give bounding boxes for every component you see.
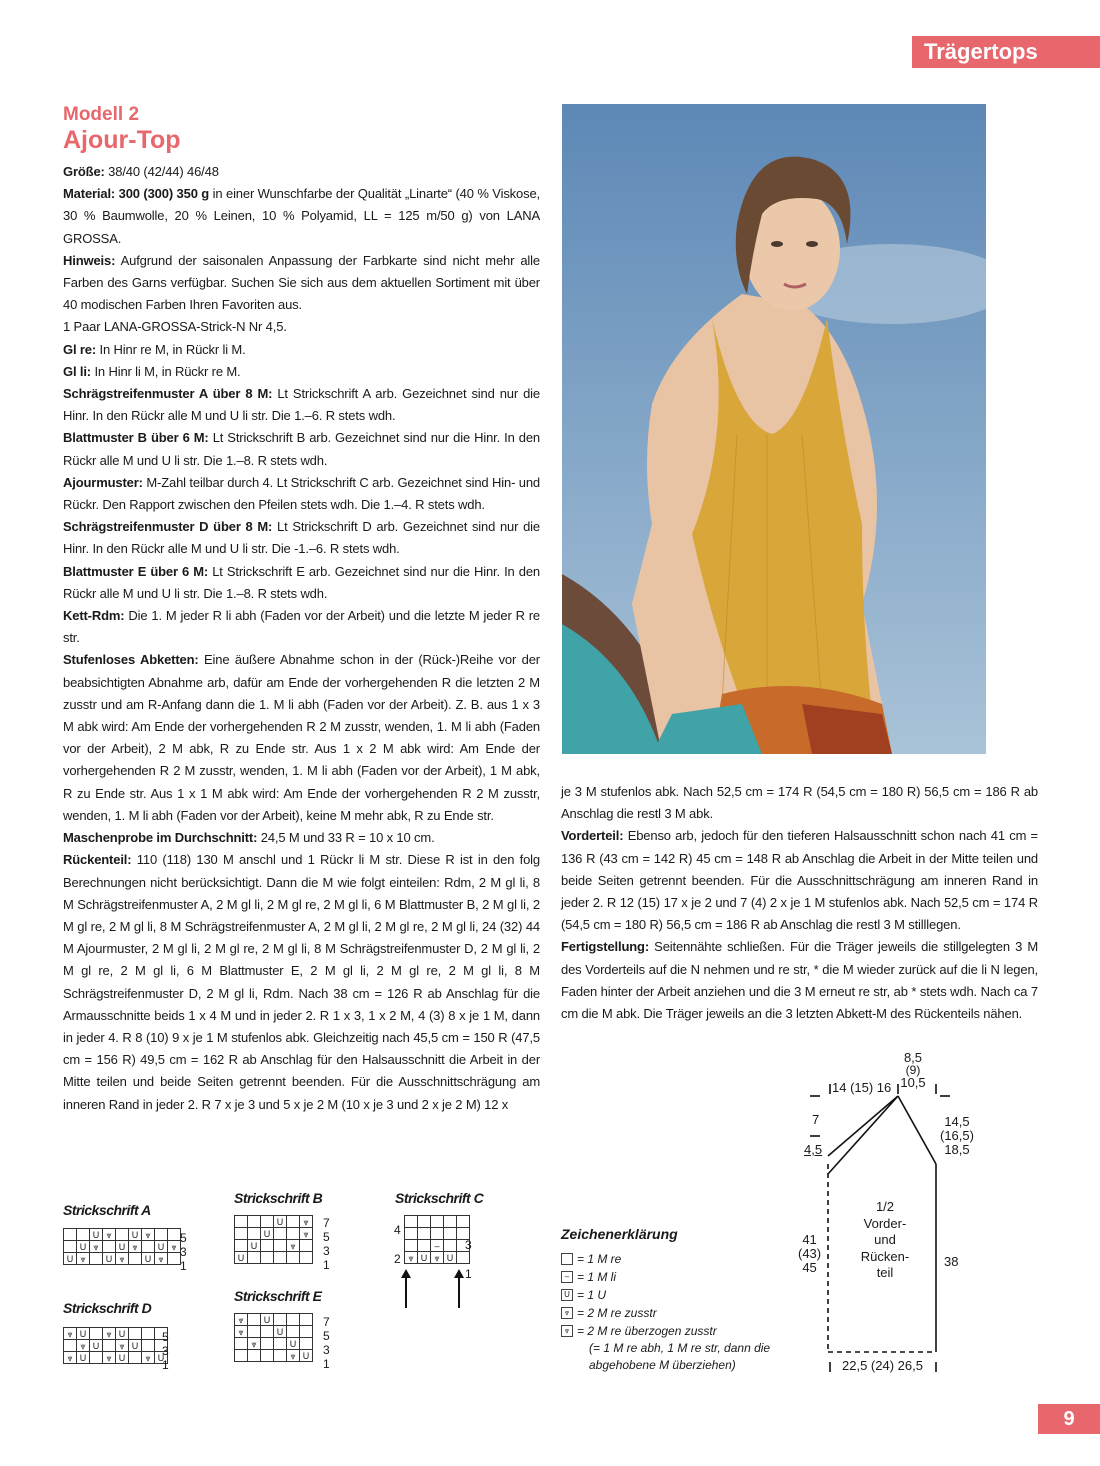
instruction-text: M-Zahl teilbar durch 4. Lt Strickschrift C arb. Gezeichnet sind Hin- und Rückr. Den Rapport zwischen den Pfeilen stets wdh. Die 1.–4. R stets wdh. [63, 474, 540, 513]
legend-item [561, 1268, 770, 1286]
dim-label: 10,5 [900, 1075, 926, 1090]
row-number: 1 [180, 1259, 187, 1273]
row-number: 3 [323, 1244, 330, 1258]
dim-label: teil [876, 1265, 894, 1280]
instruction-text: In Hinr re M, in Rückr li M. [96, 341, 246, 357]
instruction-paragraph [63, 427, 540, 471]
instruction-heading: Fertigstellung: [561, 939, 650, 955]
instruction-paragraph [63, 183, 540, 250]
instruction-paragraph [63, 827, 540, 849]
instruction-text: In Hinr li M, in Rückr re M. [91, 363, 241, 379]
instruction-paragraph [63, 250, 540, 317]
repeat-arrows [398, 1268, 468, 1310]
page-number: 9 [1038, 1404, 1100, 1434]
legend-item [561, 1250, 770, 1268]
chart-d-grid: ⩔ U ⩔ U ⩔ U ⩔ U ⩔ U ⩔ U ⩔ U [63, 1327, 168, 1364]
dim-label: (9) [905, 1063, 921, 1077]
instruction-paragraph [63, 516, 540, 560]
instruction-text: 110 (118) 130 M anschl und 1 Rückr li M str. Diese R ist in den folg Berechnungen nicht berücksichtigt. Dann die M wie folgt einteilen: Rdm, 2 M gl li, 8 M Schrägstreifenmuster A, 2 M gl li, 2 M gl re, 2 M gl li, 6 M Blattmuster B, 2 M gl li, 2 M gl re, 2 M gl li, 8 M Schrägstreifenmuster A, 2 M gl li, 2 M gl re, 2 M gl li, 24 (32) 44 M Ajourmuster, 2 M gl li, 2 M gl re, 2 M gl li, 8 M Schrägstreifenmuster D, 2 M gl li, 2 M gl re, 2 M gl li, 6 M Blattmuster E, 2 M gl li, 2 M gl re, 2 M gl li, 8 M Schrägstreifenmuster D, 2 M gl li, Rdm. Nach 38 cm = 126 R ab Anschlag für die Armausschnitte beids 1 x 4 M und in jeder 2. R 1 x 3, 1 x 2 M, 4 (3) 8 x je 1 M, dann in jeder 4. R 8 (10) 9 x je 1 M stufenlos abk. Gleichzeitig nach 45,5 cm = 150 R (47,5 cm = 156 R) 49,5 cm = 162 R ab Anschlag für den Halsausschnitt die Arbeit in der Mitte teilen und beide Seiten getrennt beenden. Für die Ausschnittschrägung am inneren Rand in jeder 2. R 7 x je 3 und 5 x je 2 M (10 x je 3 und 2 x je 2 M) 12 x [63, 852, 540, 1112]
instructions-right [561, 781, 1038, 1025]
legend-note: (= 1 M re abh, 1 M re str, dann die [589, 1341, 771, 1355]
dim-label: 41 [802, 1232, 817, 1247]
instruction-heading: Maschenprobe im Durchschnitt: [63, 830, 258, 846]
row-number: 5 [162, 1330, 169, 1344]
instruction-heading: Blattmuster E über 6 M: [63, 563, 209, 579]
k2tog-icon: ⩔ [561, 1307, 573, 1319]
instructions-left [63, 161, 540, 1116]
dim-label: und [874, 1232, 896, 1247]
instruction-paragraph [561, 781, 1038, 825]
dim-label: 1/2 [875, 1199, 895, 1214]
instruction-text: je 3 M stufenlos abk. Nach 52,5 cm = 174 R (54,5 cm = 180 R) 56,5 cm = 186 R ab Anschlag die restl 3 M abk. [561, 784, 1038, 822]
instruction-heading: Gl re: [63, 341, 97, 357]
instruction-heading: Blattmuster B über 6 M: [63, 430, 209, 446]
photo-illustration [562, 104, 986, 754]
instruction-heading: Stufenloses Abketten: [63, 652, 199, 668]
instruction-heading: Hinweis: [63, 252, 116, 268]
legend-label: = 2 M re überzogen zusstr [577, 1324, 717, 1338]
instruction-paragraph [63, 361, 540, 383]
instruction-text: Lt Strickschrift D arb. Gezeichnet sind nur die Hinr. In den Rückr alle M und U li str. Die -1.–6. R stets wdh. [63, 519, 540, 557]
dim-right-length: 38 [944, 1254, 959, 1269]
instruction-heading: Ajourmuster: [63, 474, 143, 490]
row-number: 5 [323, 1329, 330, 1343]
chart-b-title: Strickschrift B [234, 1190, 323, 1206]
purl-icon: – [561, 1271, 573, 1283]
legend-note: abgehobene M überziehen) [589, 1358, 736, 1372]
dim-left-length [798, 1233, 821, 1275]
instruction-text: 1 Paar LANA-GROSSA-Strick-N Nr 4,5. [63, 319, 287, 335]
row-number: 1 [465, 1267, 472, 1281]
chart-e-title: Strickschrift E [234, 1288, 322, 1304]
row-number: 7 [323, 1315, 330, 1329]
chart-b-grid: U ⩔ U ⩔ U ⩔ U [234, 1215, 313, 1264]
instruction-text: Seitennähte schließen. Für die Träger jeweils die stillgelegten 3 M des Vorderteils auf die N nehmen und re str, * die M wieder zurück auf die li N legen, Faden hinter der Arbeit anziehen und die 3 M erneut re str, ab * stets wdh. Nach ca 7 cm die M abk. Die Träger jeweils an die 3 letzten Abkett-M des Rückenteils nähen. [561, 939, 1038, 1022]
dim-label: 14,5 [944, 1114, 970, 1129]
dim-label: 45 [802, 1260, 817, 1275]
row-number: 2 [394, 1252, 401, 1266]
dim-label: Vorder- [863, 1215, 907, 1231]
chart-a-title: Strickschrift A [63, 1202, 151, 1218]
instruction-text: Die 1. M jeder R li abh (Faden vor der Arbeit) und die letzte M jeder R re str. [63, 608, 540, 646]
model-photo [562, 104, 986, 754]
chart-b-rownums [323, 1216, 330, 1272]
instruction-paragraph [561, 825, 1038, 936]
row-number: 4 [394, 1223, 401, 1237]
legend-item [561, 1304, 770, 1322]
instruction-paragraph [63, 649, 540, 827]
knit-icon [561, 1253, 573, 1265]
chart-e-grid: ⩔ U ⩔ U ⩔ U ⩔ U [234, 1313, 313, 1362]
chart-c-rownums-left [394, 1216, 401, 1274]
chart-d-rownums [162, 1330, 169, 1372]
dim-top [900, 1051, 926, 1090]
page-title: Ajour-Top [63, 126, 181, 154]
legend-item [561, 1322, 770, 1340]
dim-label: 18,5 [944, 1142, 970, 1157]
dim-label: (43) [798, 1246, 822, 1261]
instruction-heading: Schrägstreifenmuster D über 8 M: [63, 519, 273, 535]
instruction-paragraph [561, 936, 1038, 1025]
row-number: 3 [465, 1238, 472, 1252]
instruction-paragraph [63, 316, 540, 338]
instruction-paragraph [63, 561, 540, 605]
legend-item [561, 1286, 770, 1304]
row-number: 3 [323, 1343, 330, 1357]
dim-right-upper [940, 1115, 974, 1157]
row-number: 1 [323, 1258, 330, 1272]
row-number: 1 [323, 1357, 330, 1371]
dim-label: 8,5 [903, 1050, 923, 1065]
dim-bottom-width: 22,5 (24) 26,5 [842, 1358, 923, 1373]
section-tag: Trägertops [912, 36, 1100, 68]
instruction-paragraph [63, 605, 540, 649]
instruction-heading: Größe: [63, 164, 105, 179]
yarn-over-icon: U [561, 1289, 573, 1301]
dim-left-upper-b: 4,5 [804, 1142, 823, 1157]
instruction-text: Lt Strickschrift E arb. Gezeichnet sind nur die Hinr. In den Rückr alle M und U li str. Die 1.–8. R stets wdh. [63, 563, 540, 601]
instruction-heading: Material: 300 (300) 350 g [63, 186, 210, 202]
instruction-text: 24,5 M und 33 R = 10 x 10 cm. [257, 830, 435, 846]
symbol-legend [561, 1226, 770, 1374]
legend-label: = 1 U [577, 1288, 607, 1302]
instruction-text: Aufgrund der saisonalen Anpassung der Farbkarte sind nicht mehr alle Farben des Garns verfügbar. Suchen Sie sich aus dem aktuellen Sortiment mit über 40 modischen Farben Ihren Favoriten aus. [63, 252, 540, 313]
row-number: 3 [180, 1245, 187, 1259]
chart-d-title: Strickschrift D [63, 1300, 152, 1316]
instruction-text: in einer Wunschfarbe der Qualität „Linarte“ (40 % Viskose, 30 % Baumwolle, 20 % Leinen, 10 % Polyamid, LL = 125 m/50 g) von LANA GROSSA. [63, 186, 541, 246]
dim-label: Rücken- [860, 1248, 910, 1264]
legend-label: = 1 M re [577, 1252, 622, 1266]
instruction-paragraph [63, 849, 540, 1115]
dim-left-upper: 7 [812, 1112, 820, 1127]
instruction-heading: Rückenteil: [63, 852, 132, 868]
chart-a-grid: U ⩔ U ⩔ U ⩔ U ⩔ U ⩔ U ⩔ U ⩔ U ⩔ [63, 1228, 181, 1265]
arrow-up-icon [454, 1269, 464, 1278]
arrow-up-icon [401, 1269, 411, 1278]
skp-icon: ⩔ [561, 1325, 573, 1337]
row-number: 5 [323, 1230, 330, 1244]
chart-c-title: Strickschrift C [395, 1190, 484, 1206]
dim-neck-width: 14 (15) 16 [832, 1080, 892, 1095]
chart-a-rownums [180, 1231, 187, 1273]
chart-e-rownums [323, 1315, 330, 1371]
instruction-heading: Gl li: [63, 363, 91, 379]
instruction-text: Lt Strickschrift A arb. Gezeichnet sind nur die Hinr. In den Rückr alle M und U li str. Die 1.–6. R stets wdh. [63, 386, 540, 424]
row-number: 5 [180, 1231, 187, 1245]
row-number: 3 [162, 1344, 169, 1358]
instruction-text: Ebenso arb, jedoch für den tieferen Halsausschnitt schon nach 41 cm = 136 R (43 cm = 142 R) 45 cm = 148 R ab Anschlag die Arbeit in der Mitte teilen und beide Seiten getrennt beenden. Für die Ausschnittschrägung am inneren Rand in jeder 2. R 12 (15) 17 x je 2 und 7 (4) 2 x je 1 M stufenlos abk. Nach 52,5 cm = 174 R (54,5 cm = 180 R) 56,5 cm = 186 R ab Anschlag die restl 3 M stilllegen. [561, 828, 1038, 933]
legend-label: = 1 M li [577, 1270, 617, 1284]
instruction-heading: Schrägstreifenmuster A über 8 M: [63, 386, 273, 402]
instruction-paragraph [63, 161, 540, 183]
legend-label: = 2 M re zusstr [577, 1306, 657, 1320]
instruction-text: 38/40 (42/44) 46/48 [104, 164, 219, 179]
schematic-piece-label [856, 1199, 914, 1282]
row-number: 7 [323, 1216, 330, 1230]
instruction-text: Eine äußere Abnahme schon in der (Rück-)Reihe vor der beabsichtigten Abnahme arb, dafür am Ende der vorhergehenden R die letzten 2 M zusstr und am R-Anfang dann die 1. M li abh (Faden vor der Arbeit). Z. B. aus 1 x 3 M abk wird: Am Ende der vorhergehenden R 2 M zusstr, wenden, 1. M li abh (Faden vor der Arbeit), 2 M abk, R zu Ende str. Aus 1 x 2 M abk wird: Am Ende der vorhergehenden R 2 M zusstr, wenden, 1. M li abh (Faden vor der Arbeit), 1 M abk, R zu Ende str. Aus 1 x 1 M abk wird: Am Ende der vorhergehenden R 2 M zusstr, wenden, 1. M li abh (Faden vor der Arbeit), keine M mehr abk, R zu Ende str. [63, 652, 540, 823]
row-number: 1 [162, 1358, 169, 1372]
instruction-paragraph [63, 339, 540, 361]
instruction-text: Lt Strickschrift B arb. Gezeichnet sind nur die Hinr. In den Rückr alle M und U li str. Die 1.–8. R stets wdh. [63, 430, 540, 468]
instruction-paragraph [63, 472, 540, 516]
instruction-paragraph [63, 383, 540, 427]
chart-c-grid: – ⩔ U ⩔ U [404, 1215, 470, 1264]
legend-title: Zeichenerklärung [561, 1226, 678, 1242]
instruction-heading: Vorderteil: [561, 828, 624, 844]
dim-label: (16,5) [940, 1128, 974, 1143]
instruction-heading: Kett-Rdm: [63, 608, 125, 624]
model-label: Modell 2 [63, 104, 140, 125]
